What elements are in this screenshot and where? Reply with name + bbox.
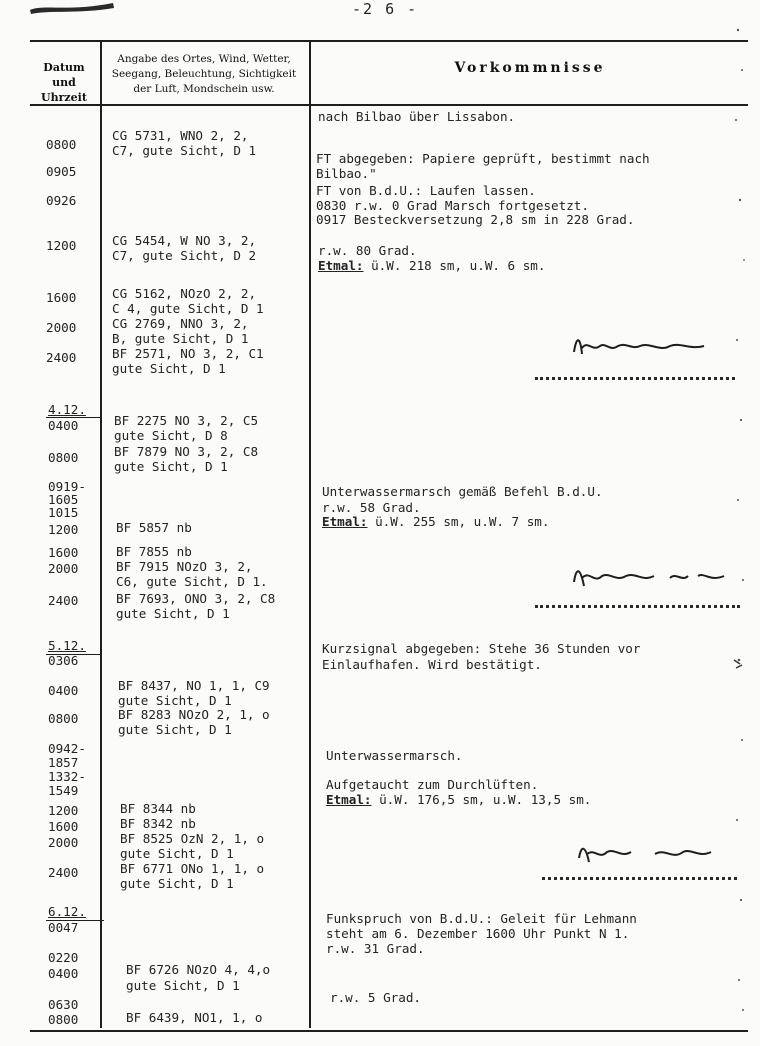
entry-r4-vork-1: r.w. 80 Grad. (318, 243, 417, 258)
time-d2: 0306 (48, 653, 79, 668)
entry-r2-vork-2: Bilbao." (316, 166, 377, 181)
etmal-label: Etmal: (326, 792, 372, 807)
top-left-mark (28, 0, 118, 16)
entry-d1-angabe-1: BF 2275 NO 3, 2, C5 (114, 413, 259, 428)
scan-edge-noise (728, 0, 760, 1046)
header-angabe (103, 52, 305, 97)
time-r8: 0800 (48, 450, 79, 465)
time-r9: 0919- 1605 1015 (48, 479, 86, 520)
entry-r5-angabe-1: CG 5162, NOzO 2, 2, (112, 286, 257, 301)
entry-r10-angabe-1: BF 5857 nb (116, 520, 192, 535)
header-angabe-line-3: der Luft, Mondschein usw. (133, 83, 275, 95)
header-bottom-border (30, 104, 748, 106)
entry-r13-angabe-1: BF 7693, ONO 3, 2, C8 (116, 591, 276, 606)
entry-r16-vork-3: Aufgetaucht zum Durchlüften. (326, 777, 539, 792)
time-r18: 2400 (48, 865, 79, 880)
entry-r8-angabe-1: BF 7879 NO 3, 2, C8 (114, 444, 259, 459)
header-datum-line-2: und (52, 76, 76, 89)
entry-v0-vork: nach Bilbao über Lissabon. (318, 109, 516, 124)
entry-r4-angabe-1: CG 5454, W NO 3, 2, (112, 233, 257, 248)
header-vorkommnisse: Vorkommnisse (454, 60, 606, 76)
entry-r19-angabe-1: BF 6726 NOzO 4, 4,o (126, 962, 271, 977)
entry-r17-angabe-1: BF 8344 nb (120, 801, 196, 816)
entry-r11-angabe-1: BF 7855 nb (116, 544, 192, 559)
dotted-separator-3 (542, 877, 737, 880)
signature-1 (570, 328, 710, 364)
header-angabe-line-2: Seegang, Beleuchtung, Sichtigkeit (111, 68, 297, 80)
entry-d1-angabe-2: gute Sicht, D 8 (114, 428, 228, 443)
time-r10: 1200 (48, 522, 79, 537)
date-4-12: 4.12. (48, 402, 86, 417)
entry-r13-angabe-2: gute Sicht, D 1 (116, 606, 230, 621)
column-divider-1 (100, 40, 102, 1028)
time-r5: 1600 (46, 290, 77, 305)
time-r3: 0926 (46, 193, 77, 208)
entry-r2-vork-1: FT abgegeben: Papiere geprüft, bestimmt nach (316, 151, 650, 166)
signature-2 (570, 560, 730, 594)
signature-3 (575, 838, 715, 868)
entry-r15-angabe-1: BF 8283 NOzO 2, 1, o (118, 707, 270, 722)
time-r13: 2400 (48, 593, 79, 608)
dotted-separator-2 (535, 605, 740, 608)
etmal-label: Etmal: (318, 258, 364, 273)
header-datum-line-1: Datum (43, 61, 85, 74)
entry-d2-vork-2: Einlaufhafen. Wird bestätigt. (322, 657, 542, 672)
time-r7: 2400 (46, 350, 77, 365)
entry-d2-vork-1: Kurzsignal abgegeben: Stehe 36 Stunden vor (322, 641, 641, 656)
entry-r9-vork-3: Etmal: ü.W. 255 sm, u.W. 7 sm. (322, 514, 550, 529)
entry-r14-angabe-2: gute Sicht, D 1 (118, 693, 232, 708)
dotted-separator-1 (535, 377, 735, 380)
entry-d3-vork-1: Funkspruch von B.d.U.: Geleit für Lehmann (326, 911, 637, 926)
entry-r12-angabe-1: BF 7915 NOzO 3, 2, (116, 559, 253, 574)
time-r17: 1200 1600 2000 (48, 803, 79, 850)
header-datum (30, 60, 98, 105)
time-r12: 2000 (48, 561, 79, 576)
entry-r9-vork-1: Unterwassermarsch gemäß Befehl B.d.U. (322, 484, 603, 499)
entry-r6-angabe-2: B, gute Sicht, D 1 (112, 331, 249, 346)
entry-d3-vork-3: r.w. 31 Grad. (326, 941, 425, 956)
entry-r3-vork-1: 0830 r.w. 0 Grad Marsch fortgesetzt. (316, 198, 589, 213)
entry-r17-angabe-3: BF 8525 OzN 2, 1, o (120, 831, 265, 846)
entry-r4-angabe-2: C7, gute Sicht, D 2 (112, 248, 257, 263)
entry-r1-angabe-2: C7, gute Sicht, D 1 (112, 143, 257, 158)
time-r2: 0905 (46, 164, 77, 179)
header-datum-line-3: Uhrzeit (41, 91, 87, 104)
entry-r17-angabe-4: gute Sicht, D 1 (120, 846, 234, 861)
time-r1: 0800 (46, 137, 77, 152)
entry-r4-vork-2: Etmal: ü.W. 218 sm, u.W. 6 sm. (318, 258, 546, 273)
entry-r3-vork-2: 0917 Besteckversetzung 2,8 sm in 228 Grad. (316, 212, 635, 227)
etmal-label: Etmal: (322, 514, 368, 529)
entry-r14-angabe-1: BF 8437, NO 1, 1, C9 (118, 678, 270, 693)
entry-r20-vork-1: r.w. 5 Grad. (330, 990, 421, 1005)
entry-r2-vork-3: FT von B.d.U.: Laufen lassen. (316, 183, 536, 198)
entry-r18-angabe-2: gute Sicht, D 1 (120, 876, 234, 891)
entry-r12-angabe-2: C6, gute Sicht, D 1. (116, 574, 268, 589)
header-angabe-line-1: Angabe des Ortes, Wind, Wetter, (117, 53, 291, 65)
entry-r19-angabe-2: gute Sicht, D 1 (126, 978, 240, 993)
entry-d3-vork-2: steht am 6. Dezember 1600 Uhr Punkt N 1. (326, 926, 630, 941)
table-top-border (30, 40, 748, 42)
entry-r8-angabe-2: gute Sicht, D 1 (114, 459, 228, 474)
entry-r15-angabe-2: gute Sicht, D 1 (118, 722, 232, 737)
time-r4: 1200 (46, 238, 77, 253)
entry-r18-angabe-1: BF 6771 ONo 1, 1, o (120, 861, 265, 876)
time-r15: 0800 (48, 711, 79, 726)
entry-r1-angabe-1: CG 5731, WNO 2, 2, (112, 128, 249, 143)
entry-r20-angabe-1: BF 6439, NO1, 1, o (126, 1010, 263, 1025)
entry-r7-angabe-2: gute Sicht, D 1 (112, 361, 226, 376)
entry-r7-angabe-1: BF 2571, NO 3, 2, C1 (112, 346, 264, 361)
time-d3: 0047 (48, 920, 79, 935)
date-6-12: 6.12. (48, 904, 86, 919)
table-bottom-border (30, 1030, 748, 1032)
time-d1: 0400 (48, 418, 79, 433)
entry-r6-angabe-1: CG 2769, NNO 3, 2, (112, 316, 249, 331)
time-r19: 0220 0400 (48, 950, 79, 981)
time-r20: 0630 0800 (48, 997, 79, 1027)
entry-r9-vork-2: r.w. 58 Grad. (322, 500, 421, 515)
time-r16: 0942- 1857 1332- 1549 (48, 741, 86, 798)
entry-r16-vork-4: Etmal: ü.W. 176,5 sm, u.W. 13,5 sm. (326, 792, 592, 807)
time-r14: 0400 (48, 683, 79, 698)
time-r11: 1600 (48, 545, 79, 560)
time-r6: 2000 (46, 320, 77, 335)
date-5-12: 5.12. (48, 638, 86, 653)
column-divider-2 (309, 40, 311, 1028)
entry-r5-angabe-2: C 4, gute Sicht, D 1 (112, 301, 264, 316)
entry-r17-angabe-2: BF 8342 nb (120, 816, 196, 831)
entry-r16-vork-1: Unterwassermarsch. (326, 748, 463, 763)
page-number: -2 6 - (352, 0, 419, 18)
